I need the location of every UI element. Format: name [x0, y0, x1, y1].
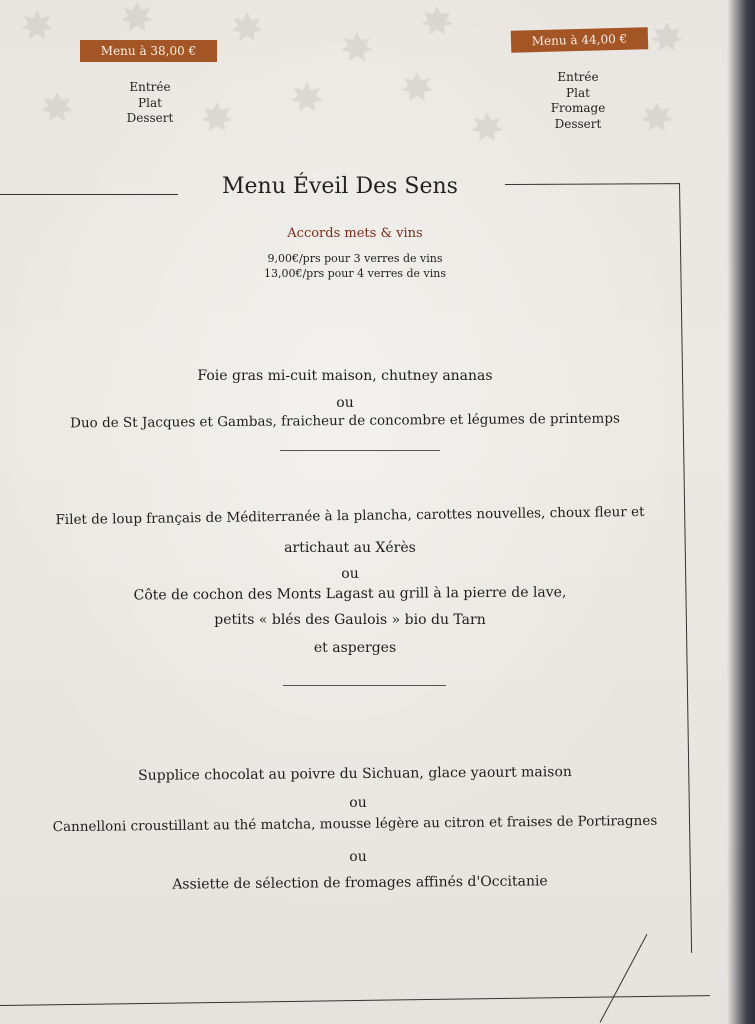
leaf-icon: [20, 8, 54, 42]
main-dish-2-line-1: Côte de cochon des Monts Lagast au grill à la pierre de lave,: [133, 584, 567, 604]
leaf-icon: [650, 20, 684, 54]
menu-38-badge: Menu à 38,00 €: [80, 40, 217, 62]
frame-bottom-line: [0, 995, 710, 1006]
leaf-icon: [400, 70, 434, 104]
leaf-icon: [200, 100, 234, 134]
course-item: Dessert: [126, 111, 174, 125]
menu-44-badge: Menu à 44,00 €: [511, 27, 649, 53]
pairing-option-3: 9,00€/prs pour 3 verres de vins: [267, 252, 443, 265]
main-dish-2-line-3: et asperges: [313, 640, 397, 656]
leaf-icon: [40, 90, 74, 124]
dessert-dish-3: Assiette de sélection de fromages affinés d'Occitanie: [172, 873, 548, 893]
pairing-option-4: 13,00€/prs pour 4 verres de vins: [263, 267, 447, 280]
main-dish-1-line-1: Filet de loup français de Méditerranée à la plancha, carottes nouvelles, choux fleur et: [55, 503, 645, 529]
main-or: ou: [341, 566, 359, 582]
dessert-or-1: ou: [349, 795, 367, 811]
course-item: Entrée: [557, 70, 599, 84]
leaf-icon: [340, 30, 374, 64]
course-item: Fromage: [550, 101, 606, 115]
course-item: Dessert: [554, 116, 602, 131]
course-item: Plat: [138, 95, 162, 110]
leaf-icon: [120, 0, 154, 34]
leaf-icon: [470, 110, 504, 144]
dessert-or-2: ou: [349, 849, 367, 865]
starter-or: ou: [336, 395, 354, 411]
page-title: Menu Éveil Des Sens: [222, 174, 458, 199]
course-item: Entrée: [129, 80, 171, 94]
leaf-icon: [290, 80, 324, 114]
main-dish-2-line-2: petits « blés des Gaulois » bio du Tarn: [214, 612, 486, 628]
main-dish-1-line-2: artichaut au Xérès: [284, 540, 416, 556]
leaf-icon: [420, 4, 454, 38]
starter-dish-2: Duo de St Jacques et Gambas, fraicheur de concombre et légumes de printemps: [70, 410, 620, 432]
section-separator: [283, 685, 446, 686]
frame-corner-line: [600, 934, 648, 1023]
frame-top-left-line: [0, 194, 178, 195]
frame-top-right-line: [505, 183, 680, 185]
menu-44-courses: [538, 70, 618, 132]
menu-38-courses: [110, 80, 190, 127]
leaf-icon: [230, 10, 264, 44]
course-item: Plat: [566, 85, 590, 100]
section-separator: [280, 450, 440, 451]
pairing-heading: Accords mets & vins: [287, 226, 423, 241]
dessert-dish-2: Cannelloni croustillant au thé matcha, mousse légère au citron et fraises de Portiragnes: [52, 812, 658, 836]
dessert-dish-1: Supplice chocolat au poivre du Sichuan, glace yaourt maison: [138, 764, 572, 784]
frame-right-line: [679, 183, 692, 953]
leaf-icon: [640, 100, 674, 134]
page-edge-shadow: [727, 0, 755, 1024]
starter-dish-1: Foie gras mi-cuit maison, chutney ananas: [197, 368, 493, 384]
